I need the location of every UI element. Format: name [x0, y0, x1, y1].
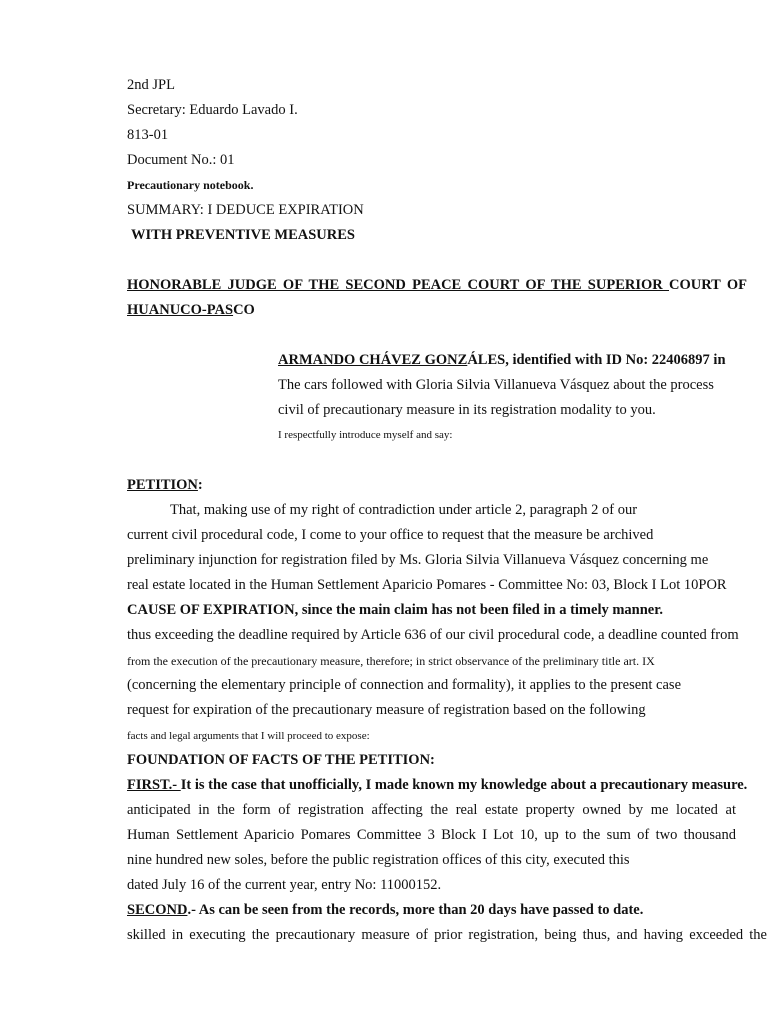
petition-line-5: CAUSE OF EXPIRATION, since the main claim has not been filed in a timely manner. [127, 602, 663, 618]
first-label: FIRST.- [127, 777, 181, 793]
addressee-underlined-1: HONORABLE JUDGE OF THE SECOND PEACE COURT OF THE SUPERIOR [127, 277, 669, 293]
second-point-line-2: skilled in executing the precautionary measure of prior registration, being thus, and having exceeded the [127, 927, 767, 943]
petition-line-2: current civil procedural code, I come to your office to request that the measure be archived [127, 527, 654, 543]
petition-heading-colon: : [197, 477, 203, 493]
second-point-line [127, 901, 643, 919]
first-point-line-4: nine hundred new soles, before the public registration offices of this city, executed this [127, 852, 630, 868]
addressee-rest-1: COURT OF [669, 277, 747, 293]
petitioner-name-line [278, 351, 726, 369]
summary-line-1: SUMMARY: I DEDUCE EXPIRATION [127, 202, 364, 218]
file-number: 813-01 [127, 127, 169, 143]
foundation-heading: FOUNDATION OF FACTS OF THE PETITION: [127, 752, 435, 768]
second-label: SECOND [127, 902, 188, 918]
petition-line-7: from the execution of the precautionary measure, therefore; in strict observance of the preliminary title art. IX [127, 654, 655, 668]
petition-line-9: request for expiration of the precautionary measure of registration based on the following [127, 702, 646, 718]
petitioner-name-underlined: ARMANDO CHÁVEZ GONZ [278, 352, 468, 368]
summary-line-2: WITH PREVENTIVE MEASURES [131, 227, 355, 243]
document-number: Document No.: 01 [127, 152, 235, 168]
petition-heading-underlined: PETITION [127, 477, 198, 493]
petitioner-name-rest: ÁLES, identified with ID No: 22406897 in [467, 352, 726, 368]
court-code: 2nd JPL [127, 77, 175, 93]
petition-line-4: real estate located in the Human Settlement Aparicio Pomares - Committee No: 03, Block I Lot 10POR [127, 577, 727, 593]
first-point-line-5: dated July 16 of the current year, entry No: 11000152. [127, 877, 442, 893]
petition-line-1: That, making use of my right of contradiction under article 2, paragraph 2 of our [170, 502, 638, 518]
addressee-underlined-2: HUANUCO-PAS [127, 302, 234, 318]
petition-line-6: thus exceeding the deadline required by Article 636 of our civil procedural code, a deadline counted from [127, 627, 739, 643]
petition-heading [127, 476, 203, 494]
intro-line-4: I respectfully introduce myself and say: [278, 429, 453, 441]
notebook-label: Precautionary notebook. [127, 178, 254, 192]
addressee-line-2 [127, 301, 255, 319]
first-point-line [127, 776, 747, 794]
petition-line-3: preliminary injunction for registration filed by Ms. Gloria Silvia Villanueva Vásquez concerning me [127, 552, 709, 568]
petition-line-8: (concerning the elementary principle of connection and formality), it applies to the present case [127, 677, 682, 693]
intro-line-3: civil of precautionary measure in its registration modality to you. [278, 402, 656, 418]
first-text: It is the case that unofficially, I made known my knowledge about a precautionary measure. [180, 777, 748, 793]
first-point-line-2: anticipated in the form of registration affecting the real estate property owned by me located at [127, 802, 736, 818]
first-point-line-3: Human Settlement Aparicio Pomares Committee 3 Block I Lot 10, up to the sum of two thousand [127, 827, 736, 843]
addressee-rest-2: CO [233, 302, 255, 318]
petition-line-10: facts and legal arguments that I will proceed to expose: [127, 730, 370, 742]
second-text: .- As can be seen from the records, more than 20 days have passed to date. [187, 902, 644, 918]
secretary-line: Secretary: Eduardo Lavado I. [127, 102, 298, 118]
addressee-line-1 [127, 276, 747, 294]
intro-line-2: The cars followed with Gloria Silvia Villanueva Vásquez about the process [278, 377, 714, 393]
